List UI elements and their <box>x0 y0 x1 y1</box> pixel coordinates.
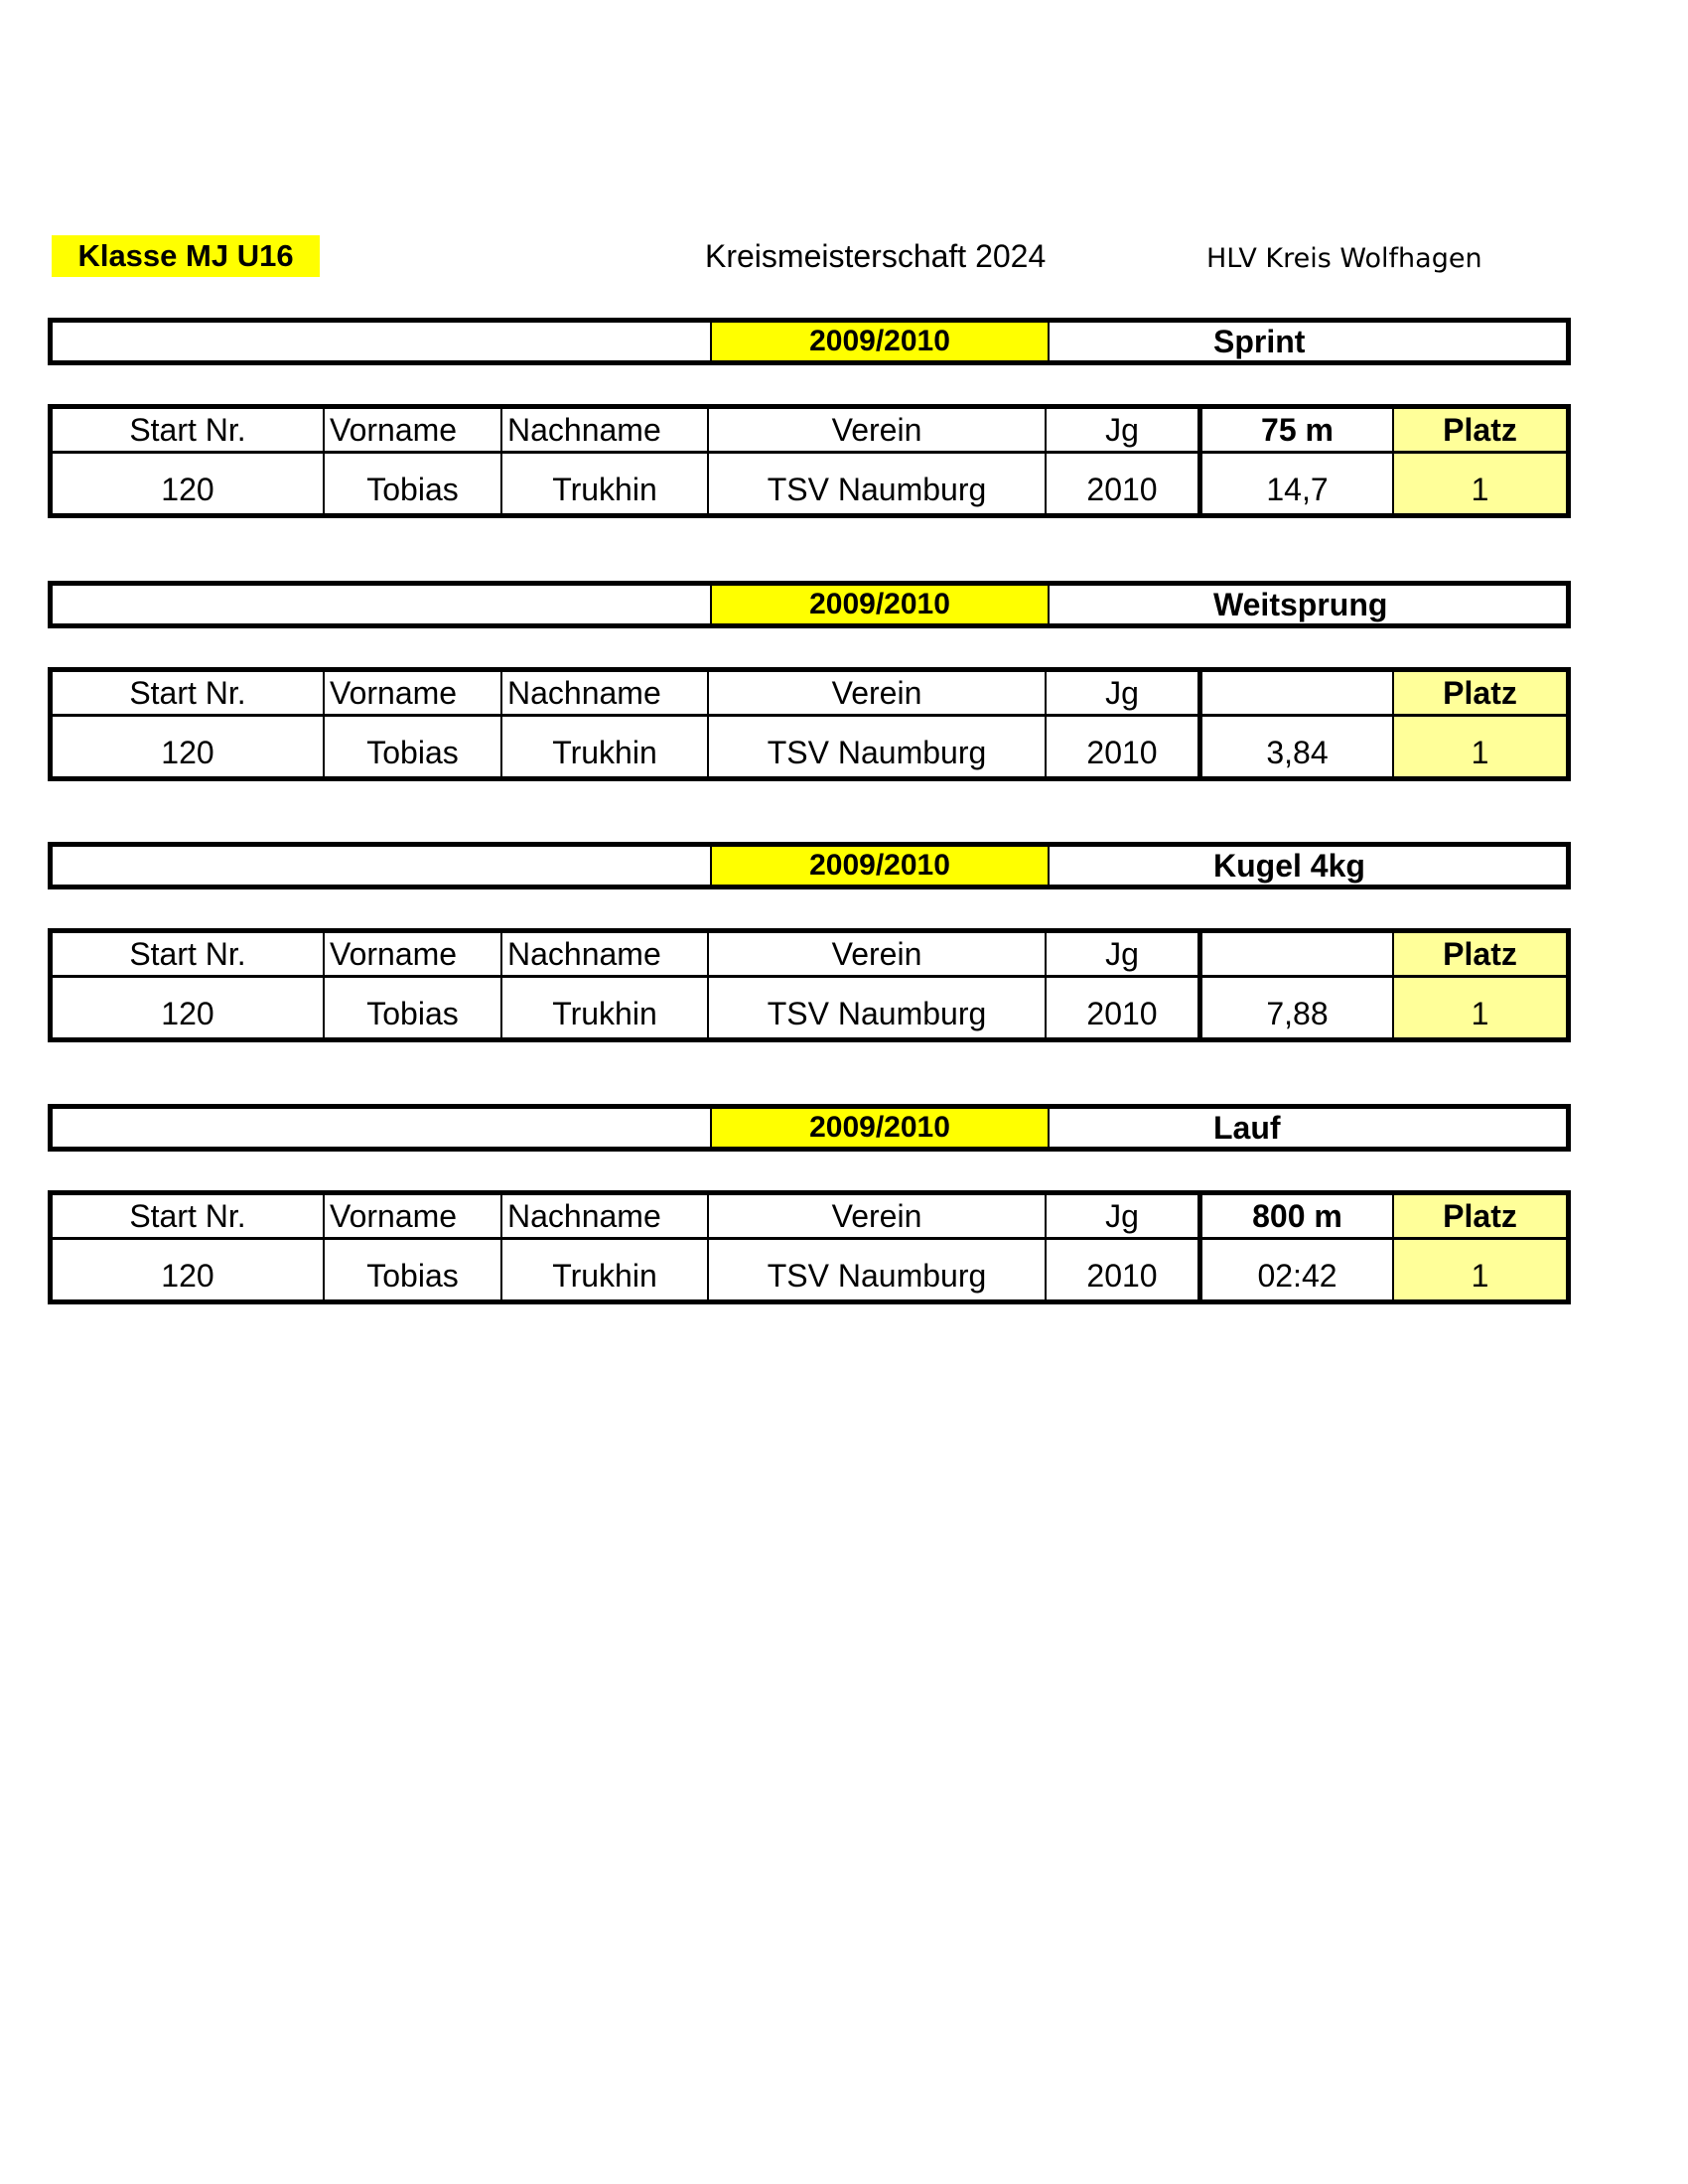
header-vorname: Vorname <box>325 409 502 451</box>
cell-result: 7,88 <box>1202 978 1394 1037</box>
cell-start-nr: 120 <box>53 454 325 513</box>
header-vorname: Vorname <box>325 933 502 975</box>
header-nachname: Nachname <box>502 1195 709 1237</box>
header-jg: Jg <box>1047 1195 1202 1237</box>
table-row <box>53 454 1566 513</box>
table-header-row <box>53 1195 1566 1240</box>
cell-nachname: Trukhin <box>502 454 709 513</box>
organization-name: HLV Kreis Wolfhagen <box>1206 243 1482 274</box>
event-name: Lauf <box>1213 1110 1281 1146</box>
cell-platz: 1 <box>1394 717 1566 776</box>
event-bar <box>48 318 1571 365</box>
header-platz: Platz <box>1394 933 1566 975</box>
cell-platz: 1 <box>1394 454 1566 513</box>
event-name-cell <box>1050 1109 1566 1147</box>
cell-vorname: Tobias <box>325 454 502 513</box>
cell-result: 02:42 <box>1202 1240 1394 1299</box>
birth-years: 2009/2010 <box>712 586 1050 623</box>
cell-verein: TSV Naumburg <box>709 978 1047 1037</box>
header-start-nr: Start Nr. <box>53 1195 325 1237</box>
header-discipline <box>1202 933 1394 975</box>
result-table <box>48 667 1571 781</box>
header-jg: Jg <box>1047 672 1202 714</box>
table-header-row <box>53 672 1566 717</box>
table-row <box>53 1240 1566 1299</box>
cell-nachname: Trukhin <box>502 978 709 1037</box>
header-platz: Platz <box>1394 1195 1566 1237</box>
event-name: Kugel 4kg <box>1213 848 1365 884</box>
cell-jg: 2010 <box>1047 1240 1202 1299</box>
event-bar <box>48 1104 1571 1152</box>
table-header-row <box>53 933 1566 978</box>
header-platz: Platz <box>1394 409 1566 451</box>
cell-verein: TSV Naumburg <box>709 717 1047 776</box>
birth-years: 2009/2010 <box>712 323 1050 360</box>
header-jg: Jg <box>1047 409 1202 451</box>
header-nachname: Nachname <box>502 933 709 975</box>
event-bar-blank <box>53 1109 712 1147</box>
event-bar-blank <box>53 847 712 885</box>
header-platz: Platz <box>1394 672 1566 714</box>
event-name: Sprint <box>1213 324 1306 359</box>
event-bar <box>48 842 1571 889</box>
event-bar-blank <box>53 586 712 623</box>
cell-jg: 2010 <box>1047 978 1202 1037</box>
header-nachname: Nachname <box>502 409 709 451</box>
cell-start-nr: 120 <box>53 717 325 776</box>
event-name: Weitsprung <box>1213 587 1388 622</box>
header-discipline <box>1202 672 1394 714</box>
event-bar <box>48 581 1571 628</box>
cell-nachname: Trukhin <box>502 717 709 776</box>
event-name-cell <box>1050 323 1566 360</box>
result-table <box>48 404 1571 518</box>
header-verein: Verein <box>709 672 1047 714</box>
header-jg: Jg <box>1047 933 1202 975</box>
result-table <box>48 928 1571 1042</box>
table-row <box>53 978 1566 1037</box>
cell-result: 14,7 <box>1202 454 1394 513</box>
cell-result: 3,84 <box>1202 717 1394 776</box>
header-discipline: 800 m <box>1202 1195 1394 1237</box>
result-table <box>48 1190 1571 1304</box>
header-start-nr: Start Nr. <box>53 672 325 714</box>
header-nachname: Nachname <box>502 672 709 714</box>
header-verein: Verein <box>709 1195 1047 1237</box>
cell-verein: TSV Naumburg <box>709 1240 1047 1299</box>
cell-vorname: Tobias <box>325 717 502 776</box>
header-vorname: Vorname <box>325 1195 502 1237</box>
birth-years: 2009/2010 <box>712 1109 1050 1147</box>
cell-platz: 1 <box>1394 978 1566 1037</box>
header-verein: Verein <box>709 933 1047 975</box>
document-title: Kreismeisterschaft 2024 <box>705 238 1047 274</box>
cell-nachname: Trukhin <box>502 1240 709 1299</box>
cell-jg: 2010 <box>1047 454 1202 513</box>
event-name-cell <box>1050 847 1566 885</box>
cell-jg: 2010 <box>1047 717 1202 776</box>
cell-start-nr: 120 <box>53 978 325 1037</box>
table-header-row <box>53 409 1566 454</box>
header-start-nr: Start Nr. <box>53 933 325 975</box>
cell-platz: 1 <box>1394 1240 1566 1299</box>
header-vorname: Vorname <box>325 672 502 714</box>
event-bar-blank <box>53 323 712 360</box>
header-start-nr: Start Nr. <box>53 409 325 451</box>
table-row <box>53 717 1566 776</box>
event-name-cell <box>1050 586 1566 623</box>
cell-vorname: Tobias <box>325 978 502 1037</box>
header-verein: Verein <box>709 409 1047 451</box>
class-label: Klasse MJ U16 <box>52 235 320 277</box>
header-discipline: 75 m <box>1202 409 1394 451</box>
birth-years: 2009/2010 <box>712 847 1050 885</box>
cell-verein: TSV Naumburg <box>709 454 1047 513</box>
cell-vorname: Tobias <box>325 1240 502 1299</box>
cell-start-nr: 120 <box>53 1240 325 1299</box>
